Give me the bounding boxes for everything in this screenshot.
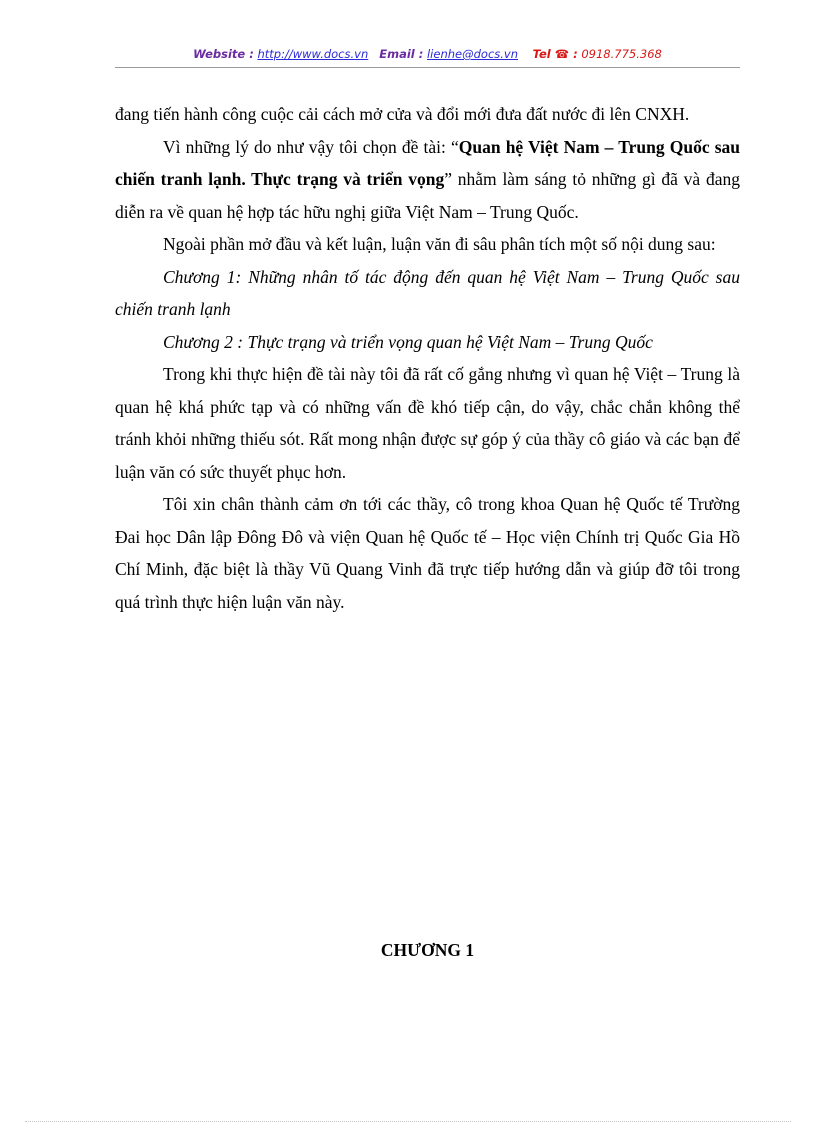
topic-intro: Vì những lý do như vậy tôi chọn đề tài: “ bbox=[163, 136, 459, 157]
paragraph-continuation: đang tiến hành công cuộc cải cách mở cửa và đổi mới đưa đất nước đi lên CNXH. bbox=[115, 104, 690, 124]
email-label: Email : bbox=[379, 47, 424, 61]
outline-chapter-1: Chương 1: Những nhân tố tác động đến quan hệ Việt Nam – Trung Quốc sau chiến tranh lạnh bbox=[115, 266, 740, 319]
email-link[interactable]: lienhe@docs.vn bbox=[426, 47, 519, 61]
outline-chapter-2: Chương 2 : Thực trạng và triển vọng quan hệ Việt Nam – Trung Quốc bbox=[163, 331, 653, 352]
footer-divider bbox=[25, 1121, 791, 1122]
page-header bbox=[115, 47, 740, 61]
topic-title: Quan hệ Việt Nam – Trung Quốc sau chiến tranh lạnh. Thực trạng và triển vọng bbox=[115, 136, 740, 189]
paragraph-apology: Trong khi thực hiện đề tài này tôi đã rất cố gắng nhưng vì quan hệ Việt – Trung là quan hệ khá phức tạp và có những vấn đề khó tiếp cận, do vậy, chắc chắn không thể tránh khỏi những thiếu sót. Rất mong nhận được sự góp ý của thầy cô giáo và các bạn để luận văn có sức thuyết phục hơn. bbox=[115, 364, 740, 482]
paragraph-topic bbox=[115, 131, 740, 229]
paragraph-outline: Ngoài phần mở đầu và kết luận, luận văn đi sâu phân tích một số nội dung sau: bbox=[163, 234, 716, 254]
document-body bbox=[115, 98, 740, 618]
paragraph-thanks: Tôi xin chân thành cảm ơn tới các thầy, cô trong khoa Quan hệ Quốc tế Trường Đai học Dân lập Đông Đô và viện Quan hệ Quốc tế – Học viện Chính trị Quốc Gia Hồ Chí Minh, đặc biệt là thầy Vũ Quang Vinh đã trực tiếp hướng dẫn và giúp đỡ tôi trong quá trình thực hiện luận văn này. bbox=[115, 494, 740, 612]
website-link[interactable]: http://www.docs.vn bbox=[257, 47, 369, 61]
topic-rest: ” nhằm làm sáng tỏ những gì đã và đang diễn ra về quan hệ hợp tác hữu nghị giữa Việt Nam – Trung Quốc. bbox=[115, 169, 741, 222]
tel-number: 0918.775.368 bbox=[581, 47, 662, 61]
chapter-heading: CHƯƠNG 1 bbox=[380, 940, 475, 960]
tel-label: Tel ☎ : bbox=[532, 47, 578, 61]
website-label: Website : bbox=[193, 47, 254, 61]
header-divider bbox=[115, 67, 740, 68]
